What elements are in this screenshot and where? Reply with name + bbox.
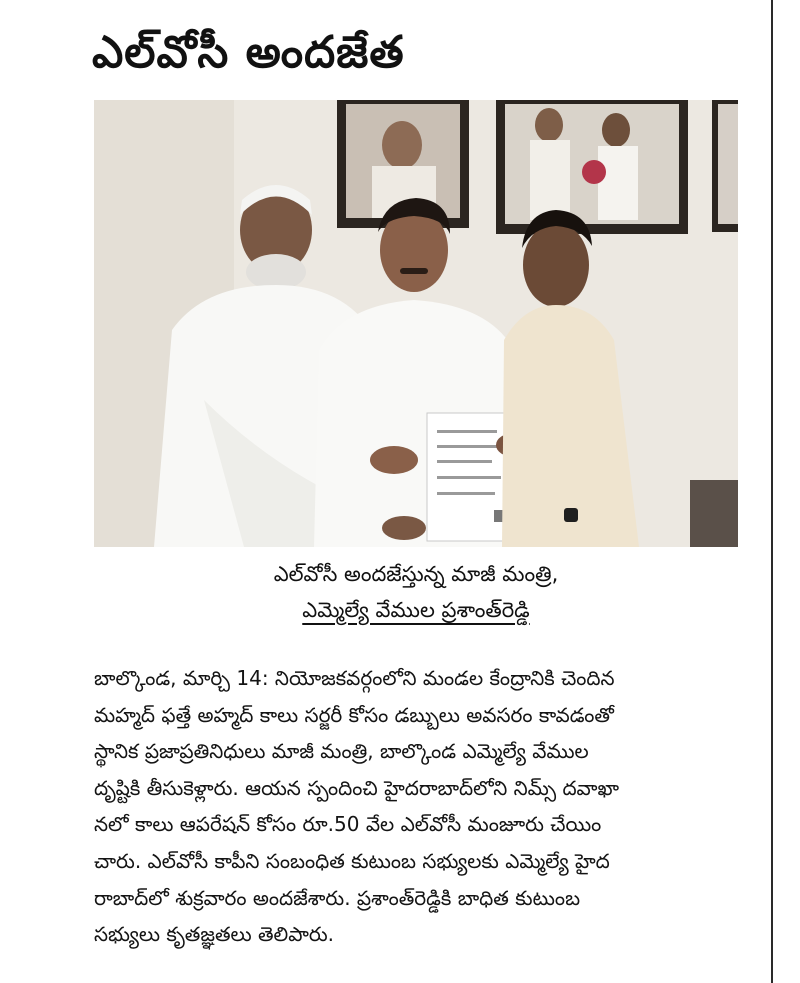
caption-line-2: ఎమ్మెల్యే వేముల ప్రశాంత్‌రెడ్డి (302, 598, 530, 622)
photo-caption (94, 556, 738, 628)
photo-image (94, 100, 738, 547)
headline: ఎల్‌వోసీ అందజేత (92, 27, 405, 78)
article-line: నలో కాలు ఆపరేషన్ కోసం రూ.50 వేల ఎల్‌వోసీ మంజూరు చేయిం (94, 812, 602, 837)
column-rule (771, 0, 773, 983)
article-line: బాల్కొండ, మార్చి 14: నియోజకవర్గంలోని మండల కేంద్రానికి చెందిన (94, 666, 615, 690)
news-photo (94, 100, 738, 547)
article-line: రాబాద్‌లో శుక్రవారం అందజేశారు. ప్రశాంత్‌రెడ్డికి బాధిత కుటుంబ (94, 885, 581, 910)
article-line: స్థానిక ప్రజాప్రతినిధులు మాజీ మంత్రి, బాల్కొండ ఎమ్మెల్యే వేముల (94, 739, 589, 764)
article-body (94, 660, 744, 953)
article-line: చారు. ఎల్‌వోసీ కాపీని సంబంధిత కుటుంబ సభ్యులకు ఎమ్మెల్యే హైద (94, 848, 610, 873)
article-line: మహ్మద్ ఫత్తే అహ్మద్ కాలు సర్జరీ కోసం డబ్బులు అవసరం కావడంతో (94, 702, 614, 727)
article-line: సభ్యులు కృతజ్ఞతలు తెలిపారు. (94, 922, 334, 947)
caption-line-1: ఎల్‌వోసీ అందజేస్తున్న మాజీ మంత్రి, (273, 562, 559, 586)
article-line: దృష్టికి తీసుకెళ్లారు. ఆయన స్పందించి హైదరాబాద్‌లోని నిమ్స్ దవాఖా (94, 775, 620, 800)
